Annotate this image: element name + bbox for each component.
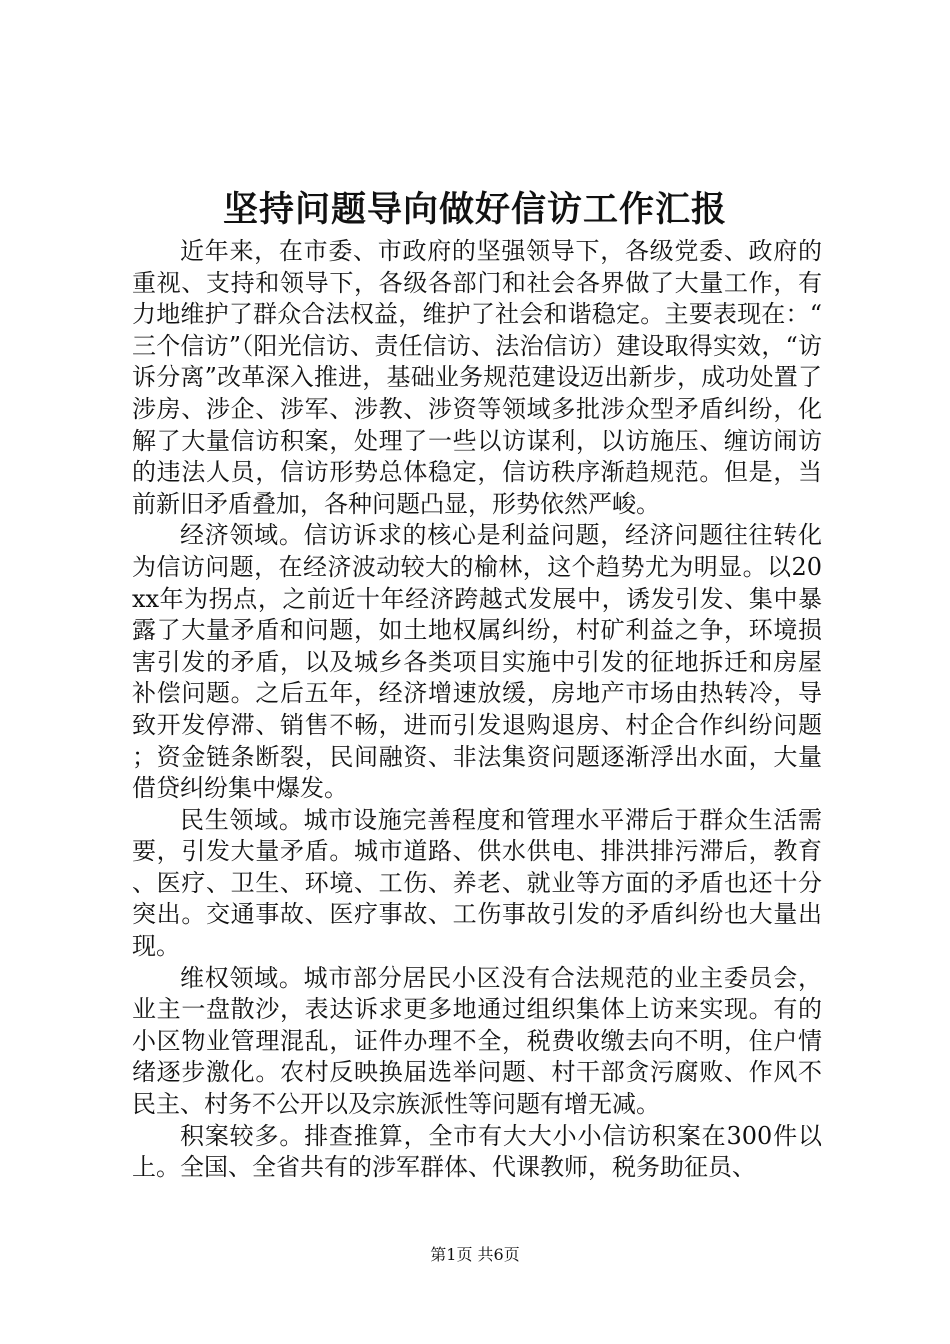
paragraph-rights: 维权领域。城市部分居民小区没有合法规范的业主委员会，业主一盘散沙，表达诉求更多地通过组织集体上访来实现。有的小区物业管理混乱，证件办理不全，税费收缴去向不明，住户情绪逐步激化。农村反映换届选举问题、村干部贪污腐败、作风不民主、村务不公开以及宗族派性等问题有增无减。 bbox=[132, 963, 822, 1119]
paragraph-economy: 经济领域。信访诉求的核心是利益问题，经济问题往往转化为信访问题，在经济波动较大的榆林，这个趋势尤为明显。以20xx年为拐点，之前近十年经济跨越式发展中，诱发引发、集中暴露了大量矛盾和问题，如土地权属纠纷，村矿利益之争，环境损害引发的矛盾，以及城乡各类项目实施中引发的征地拆迁和房屋补偿问题。之后五年，经济增速放缓，房地产市场由热转冷，导致开发停滞、销售不畅，进而引发退购退房、村企合作纠纷问题；资金链条断裂，民间融资、非法集资问题逐渐浮出水面，大量借贷纠纷集中爆发。 bbox=[132, 521, 822, 803]
document-title: 坚持问题导向做好信访工作汇报 bbox=[222, 189, 727, 230]
document-body bbox=[132, 236, 822, 1184]
paragraph-intro: 近年来，在市委、市政府的坚强领导下，各级党委、政府的重视、支持和领导下，各级各部门和社会各界做了大量工作，有力地维护了群众合法权益，维护了社会和谐稳定。主要表现在：“三个信访”（阳光信访、责任信访、法治信访）建设取得实效，“访诉分离”改革深入推进，基础业务规范建设迈出新步，成功处置了涉房、涉企、涉军、涉教、涉资等领域多批涉众型矛盾纠纷，化解了大量信访积案，处理了一些以访谋利，以访施压、缠访闹访的违法人员，信访形势总体稳定，信访秩序渐趋规范。但是，当前新旧矛盾叠加，各种问题凸显，形势依然严峻。 bbox=[132, 237, 822, 518]
paragraph-livelihood: 民生领域。城市设施完善程度和管理水平滞后于群众生活需要，引发大量矛盾。城市道路、供水供电、排洪排污滞后，教育、医疗、卫生、环境、工伤、养老、就业等方面的矛盾也还十分突出。交通事故、医疗事故、工伤事故引发的矛盾纠纷也大量出现。 bbox=[132, 805, 822, 961]
page-footer: 第1页 共6页 bbox=[430, 1245, 520, 1264]
paragraph-backlog: 积案较多。排查推算，全市有大大小小信访积案在300件以上。全国、全省共有的涉军群体、代课教师，税务助征员、 bbox=[132, 1121, 822, 1182]
